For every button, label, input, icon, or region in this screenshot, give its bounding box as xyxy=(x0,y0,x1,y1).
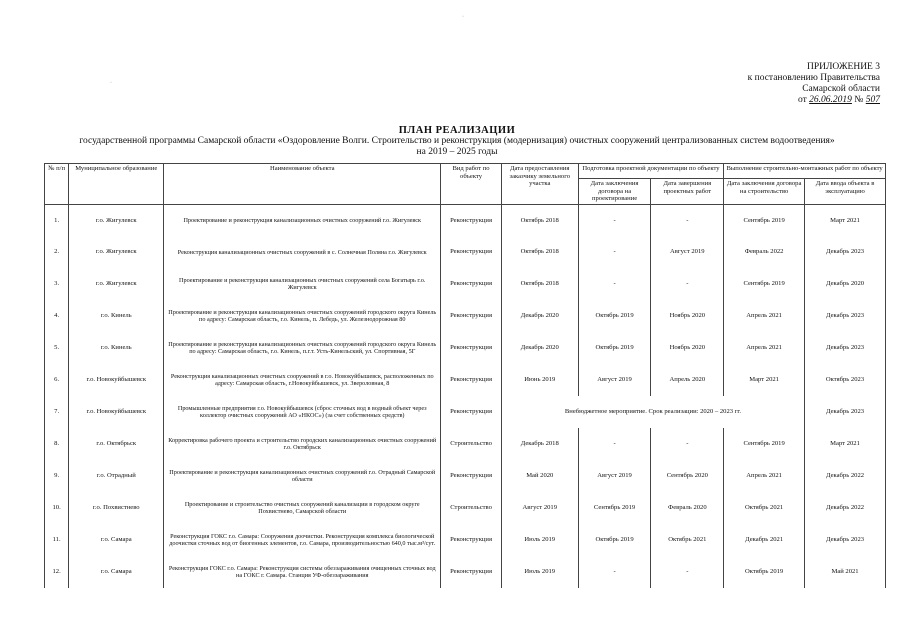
scan-speck: · xyxy=(110,80,112,86)
cell-dc: - xyxy=(578,556,651,588)
cell-mun: г.о. Жигулевск xyxy=(69,236,164,268)
cell-num: 9. xyxy=(45,460,69,492)
cell-obj: Проектирование и реконструкция канализационных очистных сооружений г.о. Отрадный Самарской области xyxy=(164,460,441,492)
col-design-contract: Дата заключения договора на проектирование xyxy=(578,179,651,205)
cell-obj: Промышленные предприятия г.о. Новокуйбышевск (сброс сточных вод в водный объект через коллектор очистных сооружений АО «НКОС») (за счет собственных средств) xyxy=(164,396,441,428)
cell-cc: Апрель 2021 xyxy=(724,460,805,492)
cell-land: Декабрь 2020 xyxy=(501,300,578,332)
cell-num: 7. xyxy=(45,396,69,428)
cell-comm: Декабрь 2023 xyxy=(805,524,886,556)
cell-dd: Ноябрь 2020 xyxy=(651,300,724,332)
appendix-date-line xyxy=(680,95,880,106)
cell-dc: - xyxy=(578,428,651,460)
cell-dd: - xyxy=(651,428,724,460)
plan-title: ПЛАН РЕАЛИЗАЦИИ xyxy=(398,125,516,136)
cell-comm: Декабрь 2022 xyxy=(805,460,886,492)
appendix-title: ПРИЛОЖЕНИЕ 3 xyxy=(806,62,880,72)
cell-comm: Май 2021 xyxy=(805,556,886,588)
cell-mun: г.о. Новокуйбышевск xyxy=(69,364,164,396)
cell-land: Май 2020 xyxy=(501,460,578,492)
table-row xyxy=(45,524,886,556)
date-prefix: от xyxy=(798,95,807,105)
cell-cc: Сентябрь 2019 xyxy=(724,428,805,460)
cell-dc: Октябрь 2019 xyxy=(578,524,651,556)
cell-dd: - xyxy=(651,556,724,588)
cell-cc: Октябрь 2019 xyxy=(724,556,805,588)
cell-obj: Реконструкция канализационных очистных сооружений в с. Солнечная Поляна г.о. Жигулевск xyxy=(164,236,441,268)
col-construction-contract: Дата заключения договора на строительство xyxy=(724,179,805,205)
plan-years: на 2019 – 2025 годы xyxy=(416,147,498,157)
cell-obj: Реконструкция ГОКС г.о. Самара: Реконструкция системы обеззараживания очищенных сточных вод на ГОКС г. Самара. Станция УФ-обеззараживания xyxy=(164,556,441,588)
cell-num: 1. xyxy=(45,204,69,236)
table-row xyxy=(45,364,886,396)
cell-type: Строительство xyxy=(441,492,502,524)
cell-comm: Декабрь 2023 xyxy=(805,332,886,364)
cell-obj: Корректировка рабочего проекта и строительство городских канализационных очистных сооружений г.о. Октябрьск xyxy=(164,428,441,460)
col-design-group: Подготовка проектной документации по объекту xyxy=(578,164,724,179)
cell-dd: Август 2019 xyxy=(651,236,724,268)
cell-land: Декабрь 2020 xyxy=(501,332,578,364)
cell-mun: г.о. Октябрьск xyxy=(69,428,164,460)
date-value: 26.06.2019 xyxy=(809,95,852,105)
cell-mun: г.о. Самара xyxy=(69,524,164,556)
cell-type: Реконструкция xyxy=(441,364,502,396)
cell-obj: Проектирование и реконструкция канализационных очистных сооружений г.о. Жигулевск xyxy=(164,204,441,236)
cell-land: Июнь 2019 xyxy=(501,364,578,396)
cell-num: 11. xyxy=(45,524,69,556)
col-municipality: Муниципальное образование xyxy=(69,164,164,205)
plan-body xyxy=(45,204,886,588)
cell-mun: г.о. Похвистнево xyxy=(69,492,164,524)
col-construction-group: Выполнение строительно-монтажных работ по объекту xyxy=(724,164,886,179)
cell-type: Реконструкция xyxy=(441,236,502,268)
cell-comm: Декабрь 2023 xyxy=(805,396,886,428)
appendix-line2: к постановлению Правительства xyxy=(747,73,880,83)
table-row xyxy=(45,300,886,332)
table-row xyxy=(45,428,886,460)
table-row xyxy=(45,268,886,300)
table-row xyxy=(45,236,886,268)
cell-dd: Февраль 2020 xyxy=(651,492,724,524)
cell-cc: Март 2021 xyxy=(724,364,805,396)
cell-cc: Декабрь 2021 xyxy=(724,524,805,556)
cell-dd: - xyxy=(651,268,724,300)
cell-mun: г.о. Кинель xyxy=(69,300,164,332)
cell-dc: - xyxy=(578,236,651,268)
cell-num: 12. xyxy=(45,556,69,588)
cell-obj: Проектирование и реконструкция канализационных очистных сооружений городского округа Кинель по адресу: Самарская область, г.о. Кинель, п. Лебедь, ул. Железнодорожная 80 xyxy=(164,300,441,332)
cell-num: 5. xyxy=(45,332,69,364)
col-design-done: Дата завершения проектных работ xyxy=(651,179,724,205)
cell-dc: Сентябрь 2019 xyxy=(578,492,651,524)
cell-comm: Декабрь 2023 xyxy=(805,300,886,332)
cell-type: Реконструкция xyxy=(441,524,502,556)
cell-land: Декабрь 2018 xyxy=(501,428,578,460)
cell-dd: - xyxy=(651,204,724,236)
num-value: 507 xyxy=(865,95,880,105)
table-row xyxy=(45,396,886,428)
cell-num: 8. xyxy=(45,428,69,460)
cell-type: Строительство xyxy=(441,428,502,460)
col-work-type: Вид работ по объекту xyxy=(441,164,502,205)
table-row xyxy=(45,492,886,524)
cell-cc: Сентябрь 2019 xyxy=(724,268,805,300)
table-row xyxy=(45,556,886,588)
cell-mun: г.о. Отрадный xyxy=(69,460,164,492)
cell-cc: Февраль 2022 xyxy=(724,236,805,268)
cell-obj: Проектирование и реконструкция канализационных очистных сооружений городского округа Кинель по адресу: Самарская область, г.о. Кинель, п.г.т. Усть-Кинельский, ул. Спортивная, 5Г xyxy=(164,332,441,364)
cell-comm: Октябрь 2023 xyxy=(805,364,886,396)
cell-type: Реконструкция xyxy=(441,204,502,236)
cell-num: 6. xyxy=(45,364,69,396)
num-prefix: № xyxy=(854,95,864,105)
cell-type: Реконструкция xyxy=(441,268,502,300)
cell-comm: Март 2021 xyxy=(805,204,886,236)
cell-cc: Апрель 2021 xyxy=(724,332,805,364)
cell-land: Октябрь 2018 xyxy=(501,236,578,268)
scan-speck: · xyxy=(462,14,464,20)
col-commissioning: Дата ввода объекта в эксплуатацию xyxy=(805,179,886,205)
cell-comm: Декабрь 2023 xyxy=(805,236,886,268)
cell-land: Июль 2019 xyxy=(501,524,578,556)
table-row xyxy=(45,204,886,236)
cell-num: 10. xyxy=(45,492,69,524)
cell-obj: Проектирование и строительство очистных сооружений канализации в городском округе Похвистнево, Самарской области xyxy=(164,492,441,524)
cell-dd: Ноябрь 2020 xyxy=(651,332,724,364)
table-row xyxy=(45,332,886,364)
cell-comm: Декабрь 2022 xyxy=(805,492,886,524)
cell-type: Реконструкция xyxy=(441,556,502,588)
plan-table xyxy=(44,163,886,588)
cell-cc: Апрель 2021 xyxy=(724,300,805,332)
cell-dc: - xyxy=(578,268,651,300)
cell-type: Реконструкция xyxy=(441,332,502,364)
cell-obj: Реконструкция ГОКС г.о. Самара: Сооружения доочистки. Реконструкция комплекса биологической доочистки сточных вод от биогенных элементов, г.о. Самара, производительностью 640,0 тыс.м³/сут. xyxy=(164,524,441,556)
appendix-line3: Самарской области xyxy=(802,84,880,94)
cell-dc: - xyxy=(578,204,651,236)
cell-span: Внебюджетное мероприятие. Срок реализации: 2020 – 2023 гг. xyxy=(501,396,804,428)
appendix-block xyxy=(680,62,880,106)
cell-dc: Август 2019 xyxy=(578,364,651,396)
col-land-date: Дата предоставления заказчику земельного участка xyxy=(501,164,578,205)
cell-dc: Октябрь 2019 xyxy=(578,332,651,364)
cell-mun: г.о. Жигулевск xyxy=(69,204,164,236)
cell-mun: г.о. Самара xyxy=(69,556,164,588)
cell-land: Октябрь 2018 xyxy=(501,268,578,300)
cell-land: Август 2019 xyxy=(501,492,578,524)
cell-obj: Проектирование и реконструкция канализационных очистных сооружений села Богатырь г.о. Жигулевск xyxy=(164,268,441,300)
cell-comm: Март 2021 xyxy=(805,428,886,460)
cell-num: 4. xyxy=(45,300,69,332)
cell-mun: г.о. Кинель xyxy=(69,332,164,364)
cell-cc: Сентябрь 2019 xyxy=(724,204,805,236)
col-object: Наименование объекта xyxy=(164,164,441,205)
cell-mun: г.о. Жигулевск xyxy=(69,268,164,300)
cell-num: 2. xyxy=(45,236,69,268)
cell-obj: Реконструкция канализационных очистных сооружений в г.о. Новокуйбышевск, расположенных по адресу: Самарская область, г.Новокуйбышевск, ул. Звероловная, 8 xyxy=(164,364,441,396)
cell-land: Октябрь 2018 xyxy=(501,204,578,236)
plan-subtitle: государственной программы Самарской области «Оздоровление Волги. Строительство и реконструкция (модернизация) очистных сооружений централизованных систем водоотведения» xyxy=(79,136,835,146)
cell-mun: г.о. Новокуйбышевск xyxy=(69,396,164,428)
plan-header xyxy=(0,125,914,158)
cell-dc: Октябрь 2019 xyxy=(578,300,651,332)
cell-dc: Август 2019 xyxy=(578,460,651,492)
cell-dd: Апрель 2020 xyxy=(651,364,724,396)
col-num: № п/п xyxy=(45,164,69,205)
cell-num: 3. xyxy=(45,268,69,300)
cell-type: Реконструкция xyxy=(441,300,502,332)
cell-comm: Декабрь 2020 xyxy=(805,268,886,300)
cell-dd: Сентябрь 2020 xyxy=(651,460,724,492)
cell-type: Реконструкция xyxy=(441,396,502,428)
table-row xyxy=(45,460,886,492)
cell-cc: Октябрь 2021 xyxy=(724,492,805,524)
cell-dd: Октябрь 2021 xyxy=(651,524,724,556)
cell-type: Реконструкция xyxy=(441,460,502,492)
cell-land: Июль 2019 xyxy=(501,556,578,588)
